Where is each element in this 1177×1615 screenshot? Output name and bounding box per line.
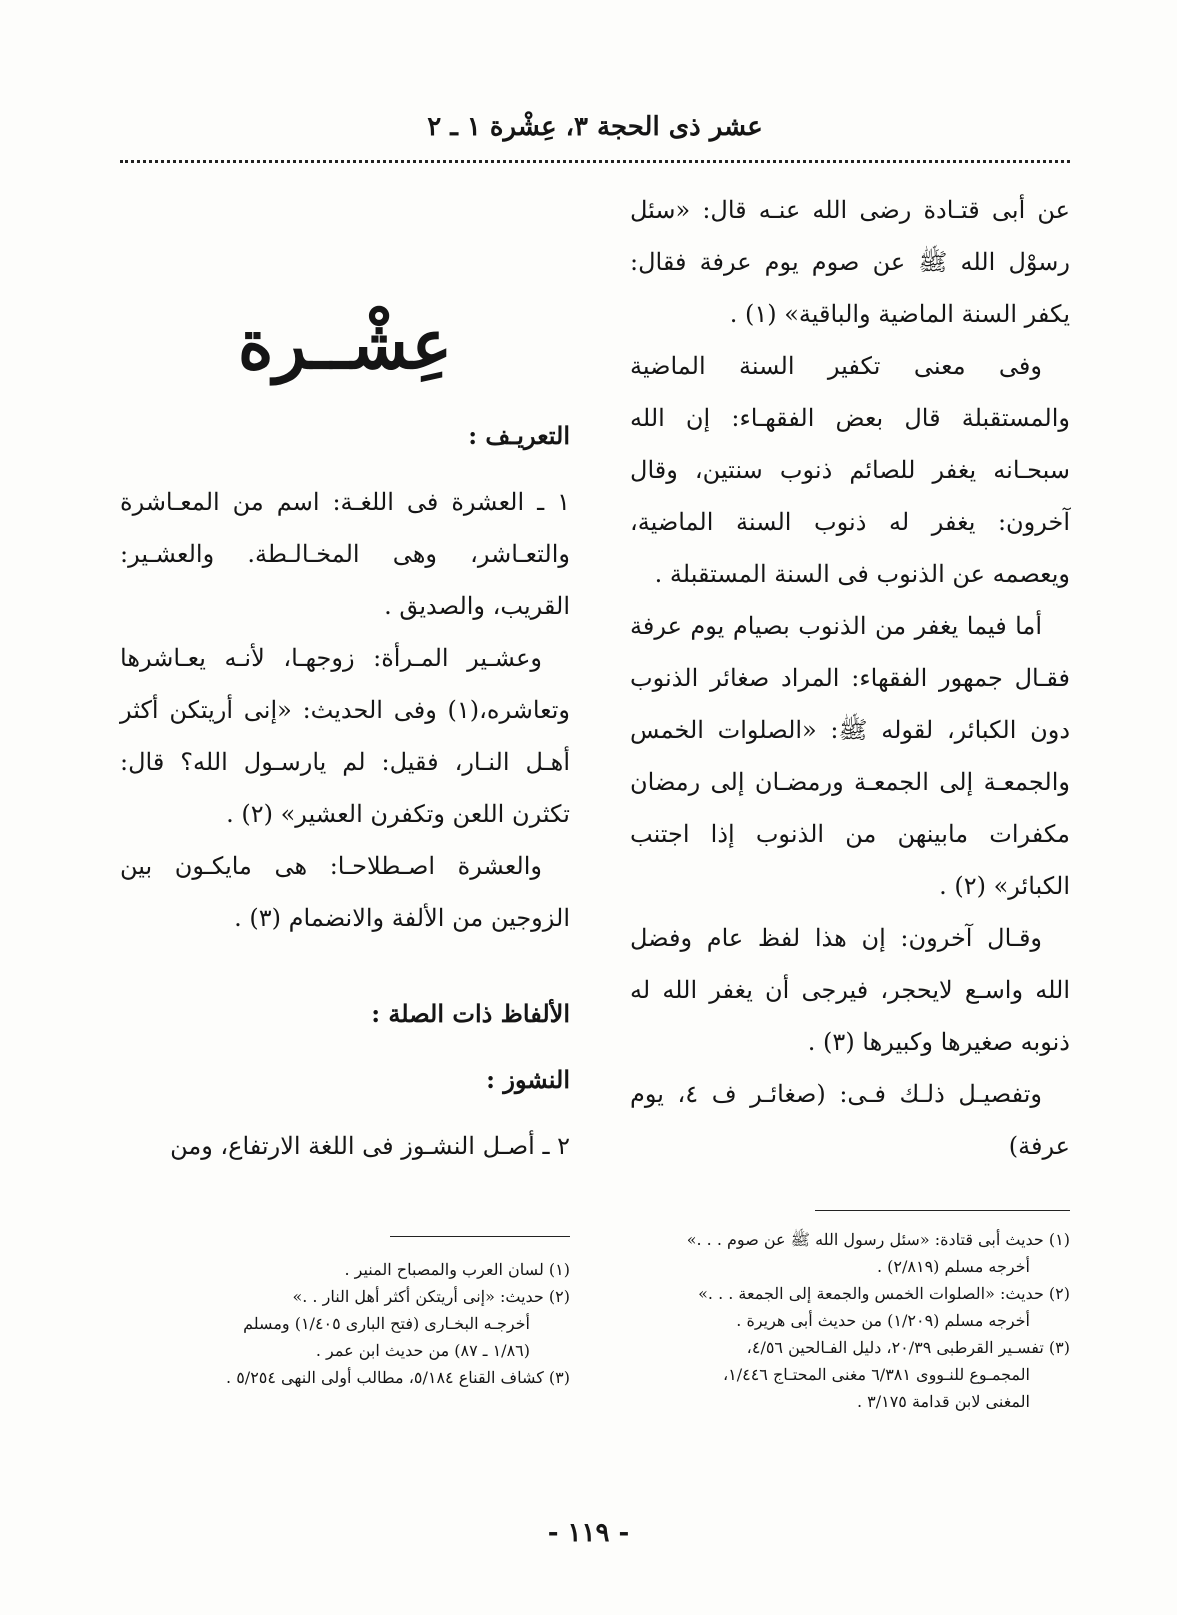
right-column bbox=[630, 184, 1070, 1172]
section-title: عِشْــرة bbox=[237, 305, 453, 385]
footnotes-right bbox=[630, 1226, 1070, 1415]
header-dotted-rule bbox=[120, 160, 1070, 163]
right-paragraph-3: أما فيما يغفر من الذنوب بصيام يوم عرفة فقـال جمهور الفقهاء: المراد صغائر الذنوب دون الكبائر، لقوله ﷺ: «الصلوات الخمس والجمعـة إلى الجمعـة ورمضـان إلى رمضان مكفرات مابينهن من الذنوب إذا اجتنب الكبائر» (٢) . bbox=[630, 612, 1070, 900]
page-number: - ١١٩ - bbox=[547, 1518, 630, 1548]
footnote-left-2-cont-1: أخرجـه البخـارى (فتح البارى ١/٤٠٥) ومسلم bbox=[243, 1314, 530, 1333]
right-paragraph-5: وتفصيـل ذلـك فـى: (صغائـر ف ٤، يوم عرفة) bbox=[630, 1080, 1070, 1160]
nushuz-heading: النشوز : bbox=[486, 1065, 570, 1094]
footnote-left-2-cont-2: (١/٨٦ ـ ٨٧) من حديث ابن عمر . bbox=[315, 1341, 530, 1360]
left-paragraph-3: والعشرة اصـطلاحـا: هى مايكـون بين الزوجين من الألفة والانضمام (٣) . bbox=[120, 852, 570, 932]
left-column bbox=[120, 410, 570, 1172]
left-paragraph-1: ١ ـ العشرة فى اللغـة: اسم من المعـاشرة والتعـاشر، وهى المخـالـطة. والعشـير: القريب، والصديق . bbox=[120, 488, 570, 620]
footnote-left-3: (٣) كشاف القناع ٥/١٨٤، مطالب أولى النهى ٥/٢٥٤ . bbox=[226, 1368, 570, 1387]
footnote-right-3-cont-1: المجمـوع للنـووى ٦/٣٨١ مغنى المحتـاج ١/٤٤٦، bbox=[722, 1365, 1030, 1384]
right-paragraph-1: عن أبى قتـادة رضى الله عنـه قال: «سئل رسوْل الله ﷺ عن صوم يوم عرفة فقال: يكفر السنة الماضية والباقية» (١) . bbox=[630, 196, 1070, 328]
footnote-right-2: (٢) حديث: «الصلوات الخمس والجمعة إلى الجمعة . . .» bbox=[698, 1284, 1070, 1303]
footnote-divider-right bbox=[815, 1210, 1070, 1211]
footnote-right-1-cont: أخرجه مسلم (٢/٨١٩) . bbox=[876, 1257, 1030, 1276]
footnote-divider-left bbox=[390, 1236, 570, 1237]
left-paragraph-2: وعشـير المـرأة: زوجهـا، لأنـه يعـاشرها وتعاشره،(١) وفى الحديث: «إنى أريتكن أكثر أهـل النـار، فقيل: لم يارسـول الله؟ قال: تكثرن اللعن وتكفرن العشير» (٢) . bbox=[120, 644, 570, 828]
footnote-right-2-cont: أخرجه مسلم (١/٢٠٩) من حديث أبى هريرة . bbox=[736, 1311, 1030, 1330]
right-paragraph-4: وقـال آخرون: إن هذا لفظ عام وفضل الله واسـع لايحجر، فيرجى أن يغفر الله له ذنوبه صغيرها وكبيرها (٣) . bbox=[630, 924, 1070, 1056]
definition-heading: التعريـف : bbox=[468, 421, 570, 450]
footnote-right-3-cont-2: المغنى لابن قدامة ٣/١٧٥ . bbox=[856, 1392, 1030, 1411]
right-paragraph-2: وفى معنى تكفير السنة الماضية والمستقبلة قال بعض الفقهـاء: إن الله سبحـانه يغفر للصائم ذنوب سنتين، وقال آخرون: يغفر له ذنوب السنة الماضية، ويعصمه عن الذنوب فى السنة المستقبلة . bbox=[630, 352, 1070, 588]
footnote-right-3: (٣) تفسـير القرطبى ٢٠/٣٩، دليل الفـالحين ٤/٥٦، bbox=[746, 1338, 1070, 1357]
footnote-right-1: (١) حديث أبى قتادة: «سئل رسول الله ﷺ عن صوم . . .» bbox=[686, 1230, 1070, 1249]
footnote-left-2: (٢) حديث: «إنى أريتكن أكثر أهل النار . .» bbox=[292, 1287, 570, 1306]
related-terms-heading: الألفاظ ذات الصلة : bbox=[371, 999, 570, 1028]
footnote-left-1: (١) لسان العرب والمصباح المنير . bbox=[344, 1260, 570, 1279]
footnotes-left bbox=[120, 1256, 570, 1391]
running-header: عشر ذى الحجة ٣، عِشْرة ١ ـ ٢ bbox=[427, 112, 763, 142]
left-paragraph-4: ٢ ـ أصـل النشـوز فى اللغة الارتفاع، ومن bbox=[170, 1132, 570, 1160]
